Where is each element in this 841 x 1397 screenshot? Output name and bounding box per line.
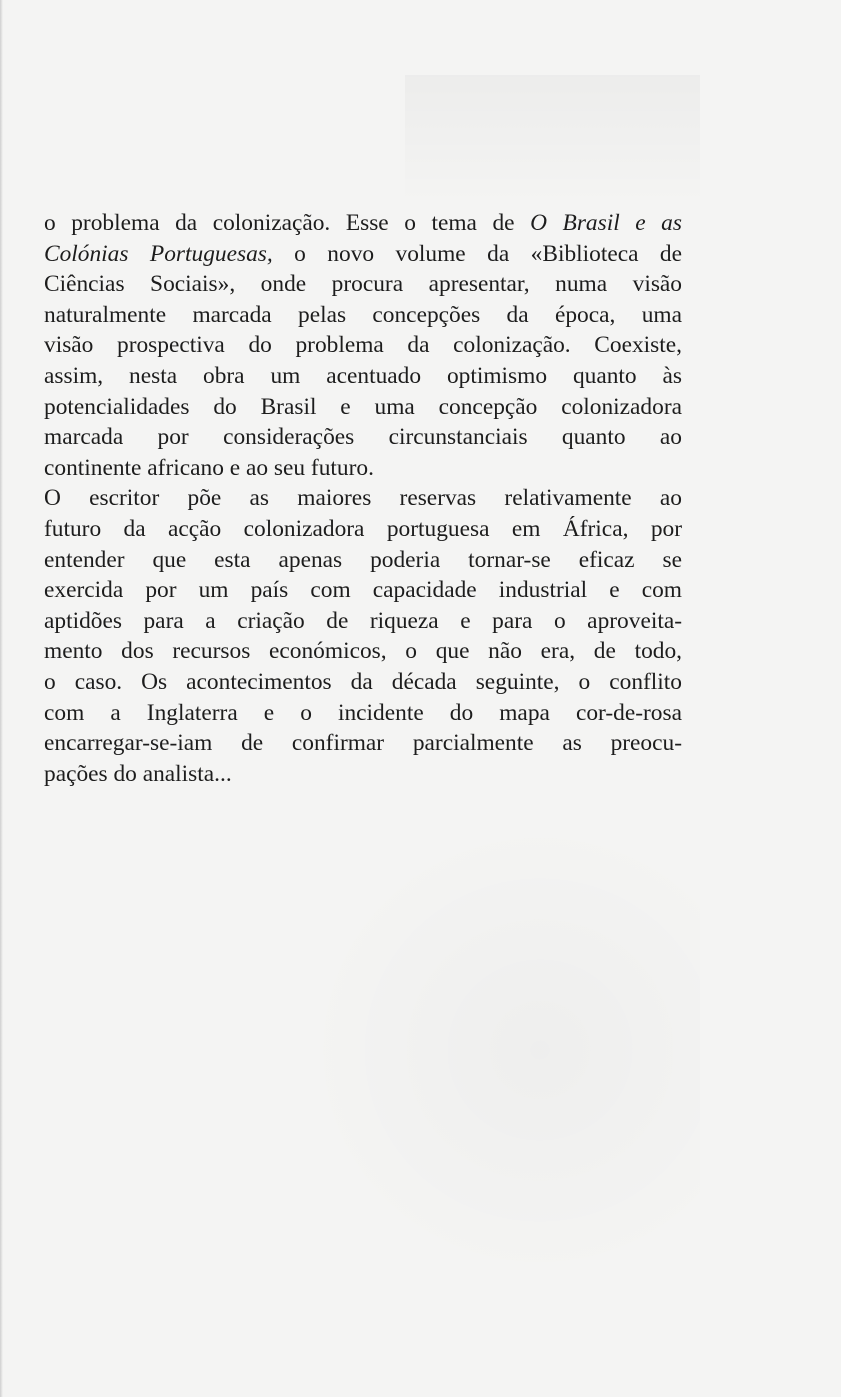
italic-title: Colónias Portuguesas, xyxy=(44,240,273,267)
text-line xyxy=(44,636,682,667)
paper-shading xyxy=(405,75,700,205)
text-line xyxy=(44,422,682,453)
italic-title: O Brasil e as xyxy=(530,210,682,236)
text-segment: assim, nesta obra um acentuado optimismo quanto às xyxy=(44,362,682,389)
text-line xyxy=(44,667,682,698)
text-line xyxy=(44,330,682,361)
text-segment: exercida por um país com capacidade industrial e com xyxy=(44,577,682,604)
page-edge xyxy=(0,0,3,1397)
text-line xyxy=(44,392,682,423)
body-text xyxy=(44,208,682,789)
text-line xyxy=(44,728,682,759)
text-segment: entender que esta apenas poderia tornar-se eficaz se xyxy=(44,546,682,573)
text-line xyxy=(44,514,682,545)
text-segment: o novo volume da «Biblioteca de xyxy=(272,240,682,267)
text-segment: potencialidades do Brasil e uma concepção colonizadora xyxy=(44,393,682,420)
text-line xyxy=(44,698,682,729)
text-segment: futuro da acção colonizadora portuguesa em África, por xyxy=(44,515,682,542)
text-line xyxy=(44,269,682,300)
text-line xyxy=(44,575,682,606)
text-line xyxy=(44,300,682,331)
text-segment: encarregar-se-iam de confirmar parcialmente as preocu- xyxy=(44,730,682,757)
text-segment: mento dos recursos económicos, o que não era, de todo, xyxy=(44,638,682,665)
text-segment: continente africano e ao seu futuro. xyxy=(44,454,374,481)
text-line xyxy=(44,239,682,270)
text-line xyxy=(44,483,682,514)
text-segment: O escritor põe as maiores reservas relativamente ao xyxy=(44,485,682,512)
text-segment: o caso. Os acontecimentos da década seguinte, o conflito xyxy=(44,668,682,695)
text-segment: naturalmente marcada pelas concepções da época, uma xyxy=(44,301,682,328)
text-line xyxy=(44,545,682,576)
text-segment: visão prospectiva do problema da colonização. Coexiste, xyxy=(44,332,682,359)
text-line xyxy=(44,453,682,484)
text-segment: pações do analista... xyxy=(44,760,232,787)
show-through-shadow xyxy=(300,815,700,1285)
text-segment: marcada por considerações circunstanciais quanto ao xyxy=(44,424,682,451)
text-line xyxy=(44,361,682,392)
text-segment: aptidões para a criação de riqueza e para o aproveita- xyxy=(44,607,682,634)
text-line xyxy=(44,208,682,239)
text-segment: Ciências Sociais», onde procura apresentar, numa visão xyxy=(44,271,682,298)
text-line xyxy=(44,606,682,637)
text-segment: o problema da colonização. Esse o tema de xyxy=(44,210,531,236)
text-segment: com a Inglaterra e o incidente do mapa cor-de-rosa xyxy=(44,699,682,726)
text-line xyxy=(44,759,682,790)
